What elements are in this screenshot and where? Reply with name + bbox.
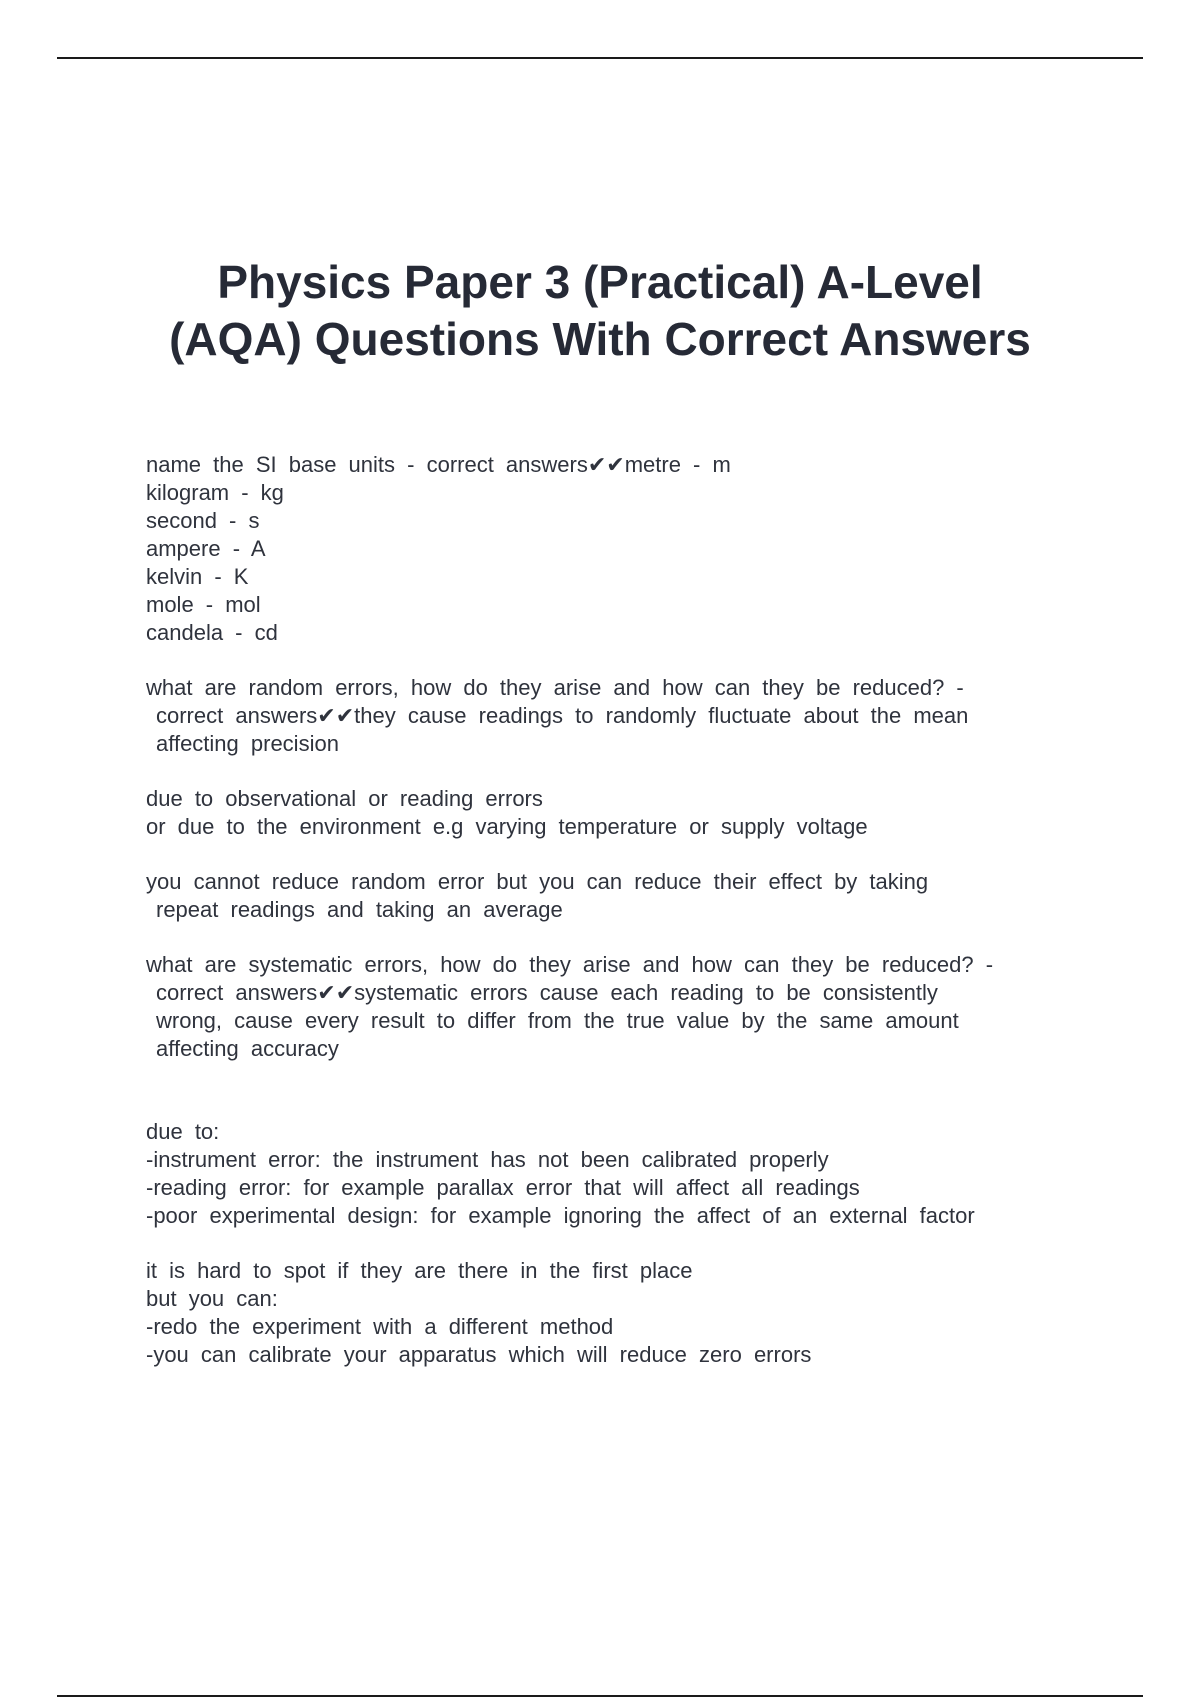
text-line: name the SI base units - correct answers✔✔metre - m <box>146 452 731 477</box>
paragraph-gap <box>146 1063 1086 1118</box>
title-line: (AQA) Questions With Correct Answers <box>169 313 1031 365</box>
text-line: but you can: <box>146 1286 278 1311</box>
text-line: what are systematic errors, how do they arise and how can they be reduced? - <box>146 952 994 977</box>
text-line: -reading error: for example parallax error that will affect all readings <box>146 1175 860 1200</box>
text-line: it is hard to spot if they are there in the first place <box>146 1258 693 1283</box>
text-line: -instrument error: the instrument has not been calibrated properly <box>146 1147 829 1172</box>
question-paragraph <box>146 451 1086 647</box>
text-line: kelvin - K <box>146 564 249 589</box>
text-line: -poor experimental design: for example ignoring the affect of an external factor <box>146 1203 975 1228</box>
text-line: -you can calibrate your apparatus which will reduce zero errors <box>146 1342 812 1367</box>
text-line: correct answers✔✔they cause readings to randomly fluctuate about the mean <box>156 703 969 728</box>
paragraph-gap <box>146 758 1086 785</box>
question-paragraph <box>146 951 1086 1063</box>
question-paragraph <box>146 1257 1086 1369</box>
paragraph-gap <box>146 1230 1086 1257</box>
text-line: mole - mol <box>146 592 261 617</box>
text-line: you cannot reduce random error but you can reduce their effect by taking <box>146 869 929 894</box>
text-line: -redo the experiment with a different method <box>146 1314 614 1339</box>
text-line: repeat readings and taking an average <box>156 897 563 922</box>
document-title <box>0 254 1200 368</box>
document-body <box>146 451 1086 1369</box>
question-paragraph <box>146 868 1086 924</box>
text-line: affecting precision <box>156 731 339 756</box>
question-paragraph <box>146 785 1086 841</box>
text-line: due to observational or reading errors <box>146 786 543 811</box>
paragraph-gap <box>146 841 1086 868</box>
header-rule <box>57 57 1143 59</box>
title-line: Physics Paper 3 (Practical) A-Level <box>217 256 983 308</box>
text-line: due to: <box>146 1119 220 1144</box>
text-line: kilogram - kg <box>146 480 284 505</box>
footer-rule <box>57 1695 1143 1697</box>
text-line: ampere - A <box>146 536 266 561</box>
question-paragraph <box>146 674 1086 758</box>
text-line: candela - cd <box>146 620 278 645</box>
text-line: or due to the environment e.g varying temperature or supply voltage <box>146 814 868 839</box>
paragraph-gap <box>146 647 1086 674</box>
paragraph-gap <box>146 924 1086 951</box>
text-line: affecting accuracy <box>156 1036 339 1061</box>
text-line: second - s <box>146 508 260 533</box>
question-paragraph <box>146 1118 1086 1230</box>
text-line: correct answers✔✔systematic errors cause each reading to be consistently <box>156 980 938 1005</box>
text-line: wrong, cause every result to differ from the true value by the same amount <box>156 1008 959 1033</box>
text-line: what are random errors, how do they arise and how can they be reduced? - <box>146 675 964 700</box>
